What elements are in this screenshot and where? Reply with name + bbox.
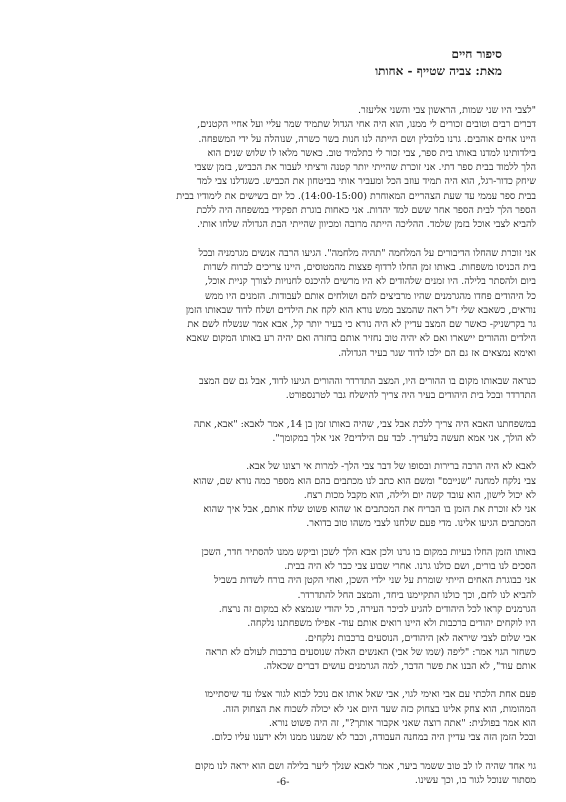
- text-line: בבית ספר עממי עד שעת הצהריים המאוחרת (14:00-15:00). כל יום בשישים את לימודיו בבית: [176, 190, 536, 202]
- text-line: היו לוקחים יהודים ברכבות ולא היינו רואים אותם עוד- אפילו משפחתנו נלקחה.: [247, 618, 536, 630]
- text-line: שיחק כדור-רגל, הוא היה תמיד עוזב הכל ומעביר אותי בביטחון את הכביש. כשגדלנו צבי למד: [197, 176, 536, 188]
- text-line: הספר הלך לבית הספר אחר ששם למד יהדות. אני כאחות בוגרת תפקידי במשפחה היה ללכת: [196, 205, 536, 217]
- text-line: התדרדר ובכל בית היהודים בעיר היה צריך להישלח גבר לטרנספורט.: [285, 390, 536, 402]
- text-line: לא הולך, אני אמא תעשה בלעדיך. לבד עם הילדים? אני אלך במקומך".: [272, 432, 536, 444]
- text-line: המכתבים הגיעו אלינו. מדי פעם שלחנו לצבי משהו טוב בדואר.: [306, 518, 536, 530]
- text-line: הגרמנים קראו לכל היהודים להגיע לכיכר העירה, כל יהודי שנמצא לא במקום זה נרצח.: [218, 603, 536, 615]
- text-line: הילדים וההורים יישארו ואם לא יהיה טוב נחזיר אותם בחזרה ואם יהיה רע באותו המקום שאבא: [186, 333, 536, 345]
- text-line: פעם אחת הלכתי עם אבי ואימי לגוי, אבי שאל אותו אם נוכל לבוא לגור אצלו עד שיסתיימו: [204, 689, 536, 701]
- text-line: אותם עוד", לא הבנו את פשר הדבר, למה הגרמנים עושים דברים שכאלה.: [263, 661, 536, 673]
- text-line: דברים רבים וטובים זכורים לי ממנו, הוא היה אחי הגדול שתמיד שמר עליי ועל אחיי הקטנים,: [197, 119, 536, 131]
- paragraph: [22, 460, 536, 531]
- text-line: במשפחתנו האבא היה צריך ללכת אבל צבי, שהיה באותו זמן בן 14, אמר לאבא: "אבא, אתה: [193, 418, 536, 430]
- paragraph: [22, 375, 536, 404]
- text-line: לא יכול לישון, הוא עובד קשה יום ולילה, הוא מקבל מכות רצח.: [303, 489, 536, 501]
- paragraph: [22, 546, 536, 675]
- paragraph: [22, 247, 536, 361]
- text-line: בילדותינו למדנו באותו בית ספר, צבי זכור לי כתלמיד טוב. כאשר מלאו לו שלוש שנים הוא: [207, 147, 536, 159]
- text-line: צבי נלקח למחנה "שנייבס" ומשם הוא כתב לנו מכתבים בהם הוא מספר כמה נורא שם, שהוא: [193, 475, 536, 487]
- text-line: לאבא לא היה הרבה ברירות ובסופו של דבר צבי הלך- למרות אי רצונו של אבא.: [246, 461, 536, 473]
- text-line: כל היהודים פחדו מהגרמנים שהיו מרביצים להם ושולחים אותם לעבודות. הזמנים היו ממש: [205, 290, 536, 302]
- text-line: ואימא נמצאים אז גם הם ילכו לדוד שגר בעיר הגדולה.: [338, 347, 536, 359]
- text-line: כנראה שבאותו מקום בו ההורים היו, המצב התדרדר וההורים הגיעו לדוד, אבל גם שם המצב: [198, 376, 536, 388]
- text-line: הוא אמר בפולנית: "אתה רוצה שאני אקבור אותך?", זה היה פשוט נורא.: [268, 717, 536, 729]
- text-line: אני כבוגרת האחים הייתי שומרת על שני ילדי השכן, ואחי הקטן היה בורח לשדות בשביל: [214, 575, 536, 587]
- text-line: מסתור שנוכל לגור בו, וכך עשינו.: [414, 774, 536, 786]
- author-line: מאת: צביה שטייף - אחותו: [375, 64, 502, 78]
- document-title: סיפור חיים: [451, 47, 502, 61]
- text-line: "לצבי היו שני שמות, הראשון צבי והשני אליעזר.: [357, 105, 536, 116]
- text-line: המהומות, הוא צחק אלינו בצחוק כזה שעד היום אני לא יכולה לשכוח את הצחוק הזה.: [222, 703, 536, 715]
- text-line: אני זוכרת שהחלו הדיבורים על המלחמה "תהיה מלחמה". הגיעו הרבה אנשים מגרמניה ובכל: [198, 247, 536, 259]
- document-header: [375, 46, 502, 80]
- text-line: הסכים לנו בורים, ושם כולנו גרנו. אחרי שבוע צבי כבר לא היה בבית.: [284, 561, 536, 573]
- text-line: להביא לנו לחם, וכך כולנו התקיימנו ביחד, והמצב החל להתדרדר.: [297, 589, 536, 601]
- paragraph: [22, 104, 536, 233]
- text-line: נוראים, כשאבא שלי ז"ל ראה שהמצב ממש נורא הוא לקח את הילדים ושלח לדוד שבאותו הזמן: [185, 304, 536, 316]
- text-line: אבי שלום לצבי שיראה לאן היהודים, הנוסעים ברכבות נלקחים.: [304, 632, 536, 644]
- text-line: ובכל הזמן הזה צבי עדיין היה במחנה העבודה, וכבר לא שמענו ממנו ולא ידענו עליו כלום.: [211, 732, 536, 744]
- text-line: ביום ולהסתר בלילה. היו זמנים שלהודים לא היו מרשים להיכנס לחנויות לצורך קניית אוכל,: [205, 276, 536, 288]
- paragraph: [22, 688, 536, 745]
- text-line: הלך ללמוד בבית ספר דתי. אני זוכרת שהייתי יותר קטנה ורציתי לעבור את הכביש, בזמן שצבי: [194, 162, 536, 174]
- text-line: גר בקרשניק- כאשר שם המצב עדיין לא היה נורא כי בעיר יותר קל, אבא אמר שנשלח לשם את: [187, 319, 536, 331]
- text-line: היינו אחים אוהבים. גרנו בלובלין ושם הייתה לנו חנות בשר כשרה, שנוהלה על ידי המשפחה.: [198, 133, 536, 145]
- text-line: אני לא זוכרת את הזמן בו הבריח את המכתבים או שהוא פשוט שלח אותם, אבל איך שהוא: [203, 504, 536, 516]
- text-line: כשחזר הגוי אמר: "ליפה (שמו של אבי) האנשים האלה שנוסעים ברכבות לעולם לא תראה: [205, 646, 536, 658]
- page-number: -6-: [276, 777, 290, 788]
- text-line: להביא לצבי אוכל בזמן שלמד. ההליכה הייתה מרובה ומכיוון שהייתי הבת הגדולה שלחו אותי.: [196, 219, 536, 231]
- text-line: באותו הזמן החלו בעיות במקום בו גרנו ולכן אבא הלך לשכן וביקש ממנו להסתיר חדר, השכן: [201, 546, 536, 558]
- paragraph: [22, 418, 536, 447]
- text-line: בית הכניסו משפחות. באותו זמן החלו לרדוף פצצות מהמטוסים, היינו צריכים לברוח לשדות: [203, 261, 536, 273]
- text-line: גוי אחד שהיה לו לב טוב ששמר ביער, אמר לאבא שנלך ליער בלילה ושם הוא יראה לנו מקום: [194, 760, 536, 772]
- document-body: [22, 104, 536, 802]
